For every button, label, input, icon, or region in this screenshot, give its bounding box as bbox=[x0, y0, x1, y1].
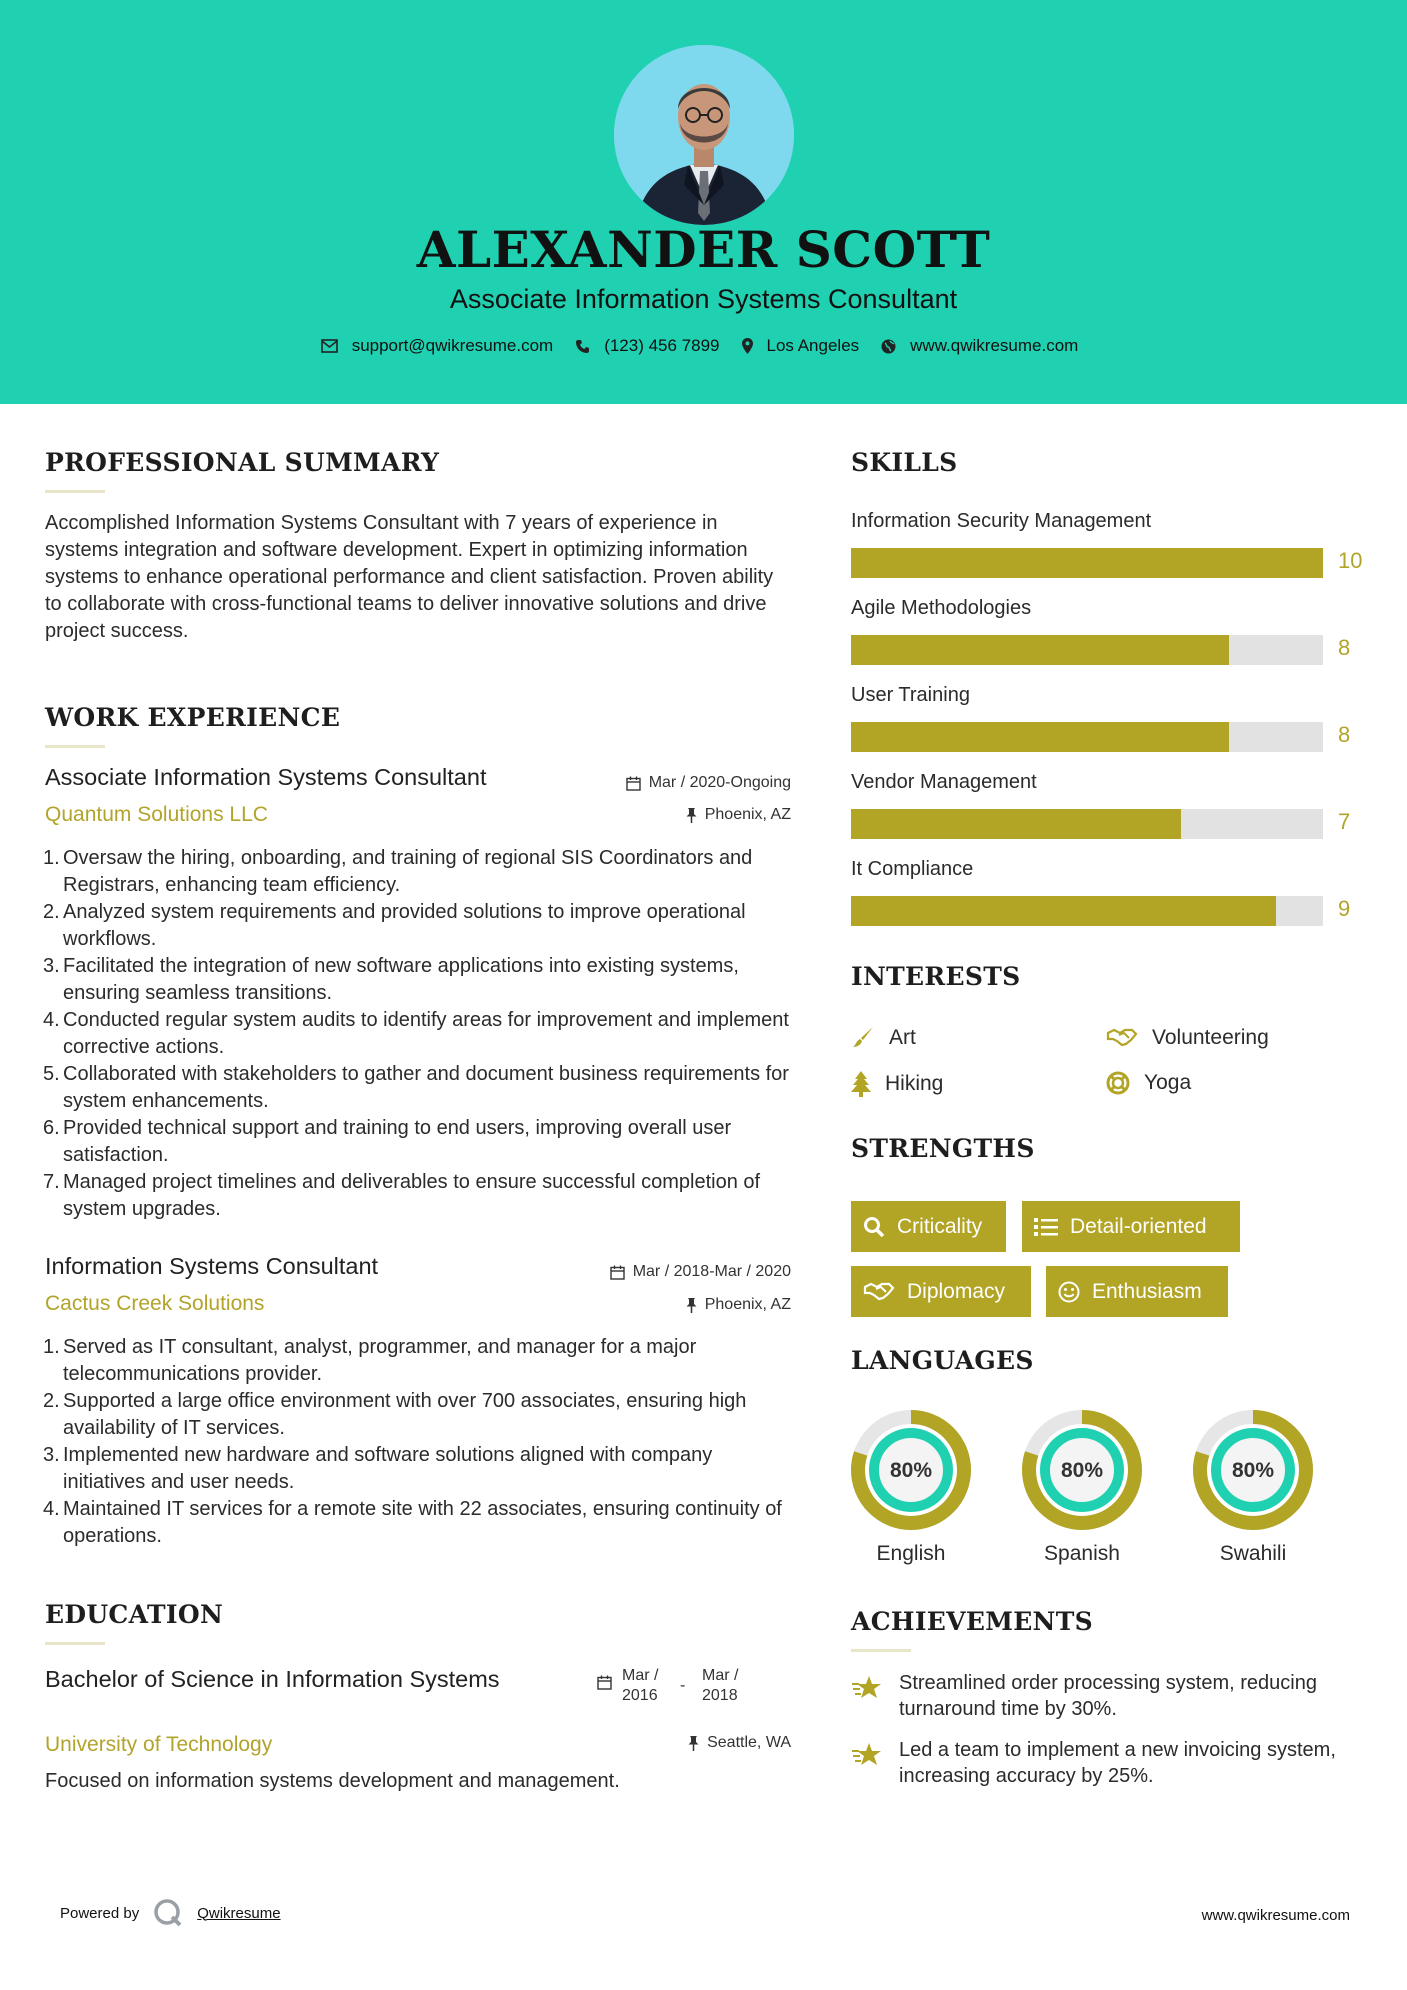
list-icon bbox=[1034, 1217, 1058, 1237]
experience-heading: WORK EXPERIENCE bbox=[45, 703, 341, 732]
contact-bar bbox=[0, 336, 1407, 356]
skill-label: It Compliance bbox=[851, 858, 974, 880]
skill-score: 7 bbox=[1338, 809, 1351, 834]
skill-bar-fill bbox=[851, 896, 1276, 926]
language-label: Swahili bbox=[1219, 1542, 1287, 1565]
contact-phone-text: (123) 456 7899 bbox=[604, 336, 720, 355]
search-icon bbox=[863, 1216, 885, 1238]
skill-bar-track bbox=[851, 548, 1323, 578]
language-label: Spanish bbox=[1044, 1542, 1120, 1565]
skill-bar-fill bbox=[851, 635, 1229, 665]
job-location-text: Phoenix, AZ bbox=[704, 1296, 791, 1313]
interest-hiking bbox=[851, 1071, 943, 1097]
list-item: 4. Maintained IT services for a remote site with 22 associates, ensuring continuity of operations. bbox=[43, 1498, 782, 1547]
skill-label: Agile Methodologies bbox=[851, 597, 1032, 619]
skill-bar-fill bbox=[851, 548, 1323, 578]
language-percent: 80% bbox=[889, 1459, 933, 1482]
interest-label: Yoga bbox=[1144, 1071, 1192, 1094]
summary-text: Accomplished Information Systems Consultant with 7 years of experience in systems integration and software development. Expert in optimizing information systems to enhance operational performance and client satisfaction. Proven ability to collaborate with cross-functional teams to deliver innovative solutions and drive project success. bbox=[45, 512, 774, 642]
candidate-role: Associate Information Systems Consultant bbox=[449, 284, 958, 314]
skill-score: 8 bbox=[1338, 635, 1351, 660]
education-description: Focused on information systems development and management. bbox=[45, 1770, 620, 1792]
strength-label: Criticality bbox=[897, 1214, 983, 1238]
footer-powered-by bbox=[60, 1898, 281, 1928]
globe-icon bbox=[881, 339, 896, 354]
map-pin-icon bbox=[742, 338, 753, 354]
skill-bar-track bbox=[851, 635, 1323, 665]
skill-bar-track bbox=[851, 809, 1323, 839]
calendar-icon bbox=[597, 1675, 612, 1690]
job-location bbox=[560, 1296, 791, 1314]
strength-label: Diplomacy bbox=[907, 1279, 1006, 1303]
smile-icon bbox=[1058, 1281, 1080, 1303]
skill-bar-track bbox=[851, 722, 1323, 752]
qwikresume-link[interactable]: Qwikresume bbox=[197, 1904, 281, 1922]
list-item: 4. Conducted regular system audits to identify areas for improvement and implement corrective actions. bbox=[43, 1009, 789, 1058]
job-title: Associate Information Systems Consultant bbox=[45, 764, 487, 790]
language-label: English bbox=[876, 1542, 946, 1565]
achievement-text: Led a team to implement a new invoicing system, increasing accuracy by 25%. bbox=[899, 1739, 1336, 1787]
skill-label: Information Security Management bbox=[851, 510, 1152, 532]
skill-bar-track bbox=[851, 896, 1323, 926]
achievement-item bbox=[851, 1670, 1351, 1722]
skill-bar-fill bbox=[851, 722, 1229, 752]
interest-label: Art bbox=[889, 1026, 916, 1049]
job-date bbox=[560, 774, 791, 792]
strength-tag-enthusiasm bbox=[1046, 1266, 1228, 1317]
star-badge-icon bbox=[851, 1674, 883, 1702]
achievements-heading: ACHIEVEMENTS bbox=[851, 1607, 1093, 1636]
interests-heading: INTERESTS bbox=[851, 962, 1021, 991]
education-heading: EDUCATION bbox=[45, 1600, 224, 1629]
resume-header bbox=[0, 0, 1407, 404]
list-item: 6. Provided technical support and training to end users, improving overall user satisfaction. bbox=[43, 1117, 732, 1166]
education-start-date: Mar / 2016 bbox=[622, 1667, 659, 1704]
languages-heading: LANGUAGES bbox=[851, 1346, 1034, 1375]
achievement-item bbox=[851, 1737, 1351, 1789]
phone-icon bbox=[575, 339, 590, 354]
strength-tag-criticality bbox=[851, 1201, 1006, 1252]
job-company: Quantum Solutions LLC bbox=[45, 803, 268, 826]
job-date bbox=[560, 1263, 791, 1281]
job-bullet-list bbox=[45, 845, 795, 1223]
pushpin-icon bbox=[688, 1736, 699, 1751]
contact-location-text: Los Angeles bbox=[766, 336, 860, 355]
strength-tag-diplomacy bbox=[851, 1266, 1031, 1317]
contact-email-text: support@qwikresume.com bbox=[351, 336, 554, 355]
strength-label: Enthusiasm bbox=[1092, 1279, 1202, 1303]
powered-by-label: Powered by bbox=[60, 1904, 140, 1922]
job-date-text: Mar / 2020-Ongoing bbox=[648, 774, 791, 791]
list-item: 3. Facilitated the integration of new software applications into existing systems, ensuring seamless transitions. bbox=[43, 955, 739, 1004]
list-item: 3. Implemented new hardware and software solutions aligned with company initiatives and user needs. bbox=[43, 1444, 713, 1493]
strength-tag-detail-oriented bbox=[1022, 1201, 1240, 1252]
date-separator: - bbox=[680, 1677, 686, 1694]
pushpin-icon bbox=[686, 808, 697, 823]
education-location bbox=[560, 1734, 791, 1752]
contact-email[interactable] bbox=[321, 336, 554, 356]
candidate-name: ALEXANDER SCOTT bbox=[416, 220, 991, 279]
list-item: 7. Managed project timelines and deliverables to ensure successful completion of system upgrades. bbox=[43, 1171, 761, 1220]
skill-bar-fill bbox=[851, 809, 1181, 839]
strengths-heading: STRENGTHS bbox=[851, 1134, 1035, 1163]
list-item: 2. Supported a large office environment with over 700 associates, ensuring high availability of IT services. bbox=[43, 1390, 747, 1439]
skills-heading: SKILLS bbox=[851, 448, 958, 477]
paintbrush-icon bbox=[851, 1026, 875, 1050]
skill-score: 10 bbox=[1338, 548, 1363, 573]
interest-label: Hiking bbox=[885, 1072, 944, 1095]
education-location-text: Seattle, WA bbox=[707, 1734, 791, 1751]
degree-title: Bachelor of Science in Information Systems bbox=[45, 1666, 500, 1692]
skill-label: User Training bbox=[851, 684, 970, 706]
skill-score: 8 bbox=[1338, 722, 1351, 747]
interest-yoga bbox=[1106, 1071, 1191, 1095]
language-percent: 80% bbox=[1231, 1459, 1275, 1482]
job-bullet-list bbox=[45, 1334, 795, 1550]
contact-phone[interactable] bbox=[575, 336, 719, 356]
language-gauge bbox=[849, 1408, 973, 1532]
contact-website-text: www.qwikresume.com bbox=[910, 336, 1079, 355]
calendar-icon bbox=[610, 1265, 625, 1280]
list-item: 1. Oversaw the hiring, onboarding, and training of regional SIS Coordinators and Registrars, enhancing team efficiency. bbox=[43, 847, 753, 896]
education-heading-rule bbox=[45, 1642, 105, 1645]
education-dates bbox=[597, 1666, 750, 1706]
language-gauge bbox=[1191, 1408, 1315, 1532]
job-company: Cactus Creek Solutions bbox=[45, 1292, 265, 1315]
job-location bbox=[560, 806, 791, 824]
summary-heading: PROFESSIONAL SUMMARY bbox=[45, 448, 440, 477]
skill-label: Vendor Management bbox=[851, 771, 1037, 793]
summary-heading-rule bbox=[45, 490, 105, 493]
envelope-icon bbox=[321, 339, 338, 353]
contact-website[interactable] bbox=[881, 336, 1078, 356]
strength-label: Detail-oriented bbox=[1070, 1214, 1207, 1238]
language-gauge bbox=[1020, 1408, 1144, 1532]
contact-location bbox=[742, 336, 860, 356]
achievements-heading-rule bbox=[851, 1649, 911, 1652]
skill-score: 9 bbox=[1338, 896, 1351, 921]
achievement-text: Streamlined order processing system, reducing turnaround time by 30%. bbox=[899, 1672, 1317, 1720]
qwikresume-logo-icon bbox=[153, 1898, 183, 1928]
language-percent: 80% bbox=[1060, 1459, 1104, 1482]
education-end-date: Mar / 2018 bbox=[702, 1667, 739, 1704]
tree-icon bbox=[851, 1071, 871, 1097]
star-badge-icon bbox=[851, 1741, 883, 1769]
experience-heading-rule bbox=[45, 745, 105, 748]
list-item: 2. Analyzed system requirements and provided solutions to improve operational workflows. bbox=[43, 901, 746, 950]
job-location-text: Phoenix, AZ bbox=[704, 806, 791, 823]
job-title: Information Systems Consultant bbox=[45, 1253, 379, 1279]
handshake-icon bbox=[863, 1281, 895, 1303]
pushpin-icon bbox=[686, 1298, 697, 1313]
list-item: 5. Collaborated with stakeholders to gather and document business requirements for system enhancements. bbox=[43, 1063, 789, 1112]
interest-art bbox=[851, 1026, 916, 1050]
list-item: 1. Served as IT consultant, analyst, programmer, and manager for a major telecommunications provider. bbox=[43, 1336, 697, 1385]
footer-website[interactable]: www.qwikresume.com bbox=[1201, 1907, 1350, 1924]
calendar-icon bbox=[626, 776, 641, 791]
handshake-icon bbox=[1106, 1027, 1138, 1049]
profile-photo bbox=[614, 45, 794, 225]
job-date-text: Mar / 2018-Mar / 2020 bbox=[632, 1263, 791, 1280]
interest-volunteering bbox=[1106, 1026, 1269, 1050]
school-name: University of Technology bbox=[45, 1733, 273, 1756]
interest-label: Volunteering bbox=[1152, 1026, 1269, 1049]
lifering-icon bbox=[1106, 1071, 1130, 1095]
